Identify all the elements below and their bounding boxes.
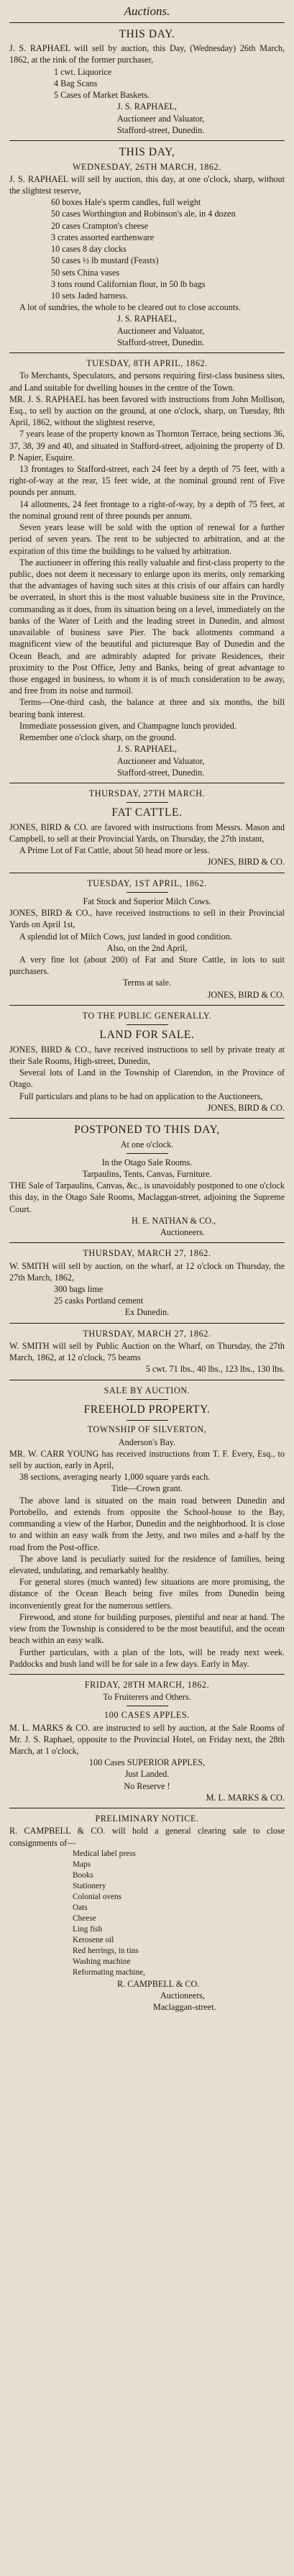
ad-text: A lot of sundries, the whole to be cleared out to close accounts.	[19, 302, 241, 313]
ad-subheading: TOWNSHIP OF SILVERTON,	[87, 1424, 207, 1435]
ad-intro: J. S. RAPHAEL will sell by auction, this Day, (Wednesday) 26th March, 1862, at the rink of the former purchaser,	[9, 43, 285, 65]
list-item: 50 sets China vases	[51, 267, 120, 278]
ad-text: For general stores (much wanted) few situations are more promising, the distance of the Ocean Beach being five miles from Dunedin being inconveniently great for the numerous settlers.	[9, 1577, 285, 1611]
ad-items	[54, 1283, 285, 1306]
lot-text: 14 allotments, 24 feet frontage to a right-of-way, by a depth of 75 feet, at the nominal ground rent of three pounds per annum.	[9, 499, 285, 521]
list-item: 1 cwt. Liquorice	[54, 66, 112, 77]
ad-text: Also, on the 2nd April,	[106, 942, 188, 953]
signature-name: J. S. RAPHAEL,	[117, 744, 177, 755]
ad-text: The auctioneer in offering this really valuable and first-class property to the public, does not deem it necessary to enlarge upon its merits, only remarking that the advantages of having such sites at this crisis of our affairs can hardly be overrated, in short this is the most valuable business site in the Province, commanding as it does, from its situation being on a level, immediately on the banks of the Water of Leith and the leading street in Dunedin, and almost unavailable of business save Pier. The back allotments command a magnificent view of the beautiful and picturesque Bay of Dunedin and the Ocean Beach, and are admirably adapted for private Residences, their proximity to the Post Office, Jetty and Banks, being of great advantage to those engaged in business, to whom it is of much consideration to be away, and free from its noise and turmoil.	[9, 557, 285, 696]
signature-name: JONES, BIRD & CO.	[207, 857, 285, 868]
lot-text: 13 frontages to Stafford-street, each 24 feet by a depth of 75 feet, with a right-of-way at the rear, 15 feet wide, at the nominal ground rent of Five pounds per annum.	[9, 464, 285, 498]
list-item: Oats	[73, 1903, 88, 1912]
signature-address: Maclaggan-street.	[153, 2002, 216, 2013]
ad-heading: FRIDAY, 28TH MARCH, 1862.	[84, 1679, 210, 1690]
list-item: Maps	[73, 1860, 91, 1869]
ad-smith-beams	[9, 1326, 285, 1378]
ad-body: W. SMITH will sell by Public Auction on the Wharf, on Thursday, the 27th March, 1862, at 12 o'clock, 75 beams	[9, 1340, 285, 1363]
ad-subheading: FREEHOLD PROPERTY.	[83, 1403, 211, 1416]
ad-jones-bird-fat-cattle	[9, 786, 285, 870]
ad-heading: THURSDAY, MARCH 27, 1862.	[83, 1248, 211, 1259]
list-item: Ling fish	[73, 1924, 103, 1934]
signature-name: M. L. MARKS & CO.	[206, 1792, 285, 1803]
ad-body: R. CAMPBELL & CO. will hold a general clearing sale to close consignments of—	[9, 1826, 285, 1848]
list-item: 300 bags lime	[54, 1284, 104, 1294]
divider	[9, 1323, 285, 1324]
ad-items	[54, 66, 285, 101]
ad-text: 5 cwt. 71 lbs., 40 lbs., 123 lbs., 130 lbs.	[145, 1364, 285, 1375]
terms-text: Terms at sale.	[122, 978, 172, 988]
ad-subheading: FAT CATTLE.	[111, 806, 183, 819]
list-item: Reformating machine,	[73, 1967, 146, 1977]
ad-text: Immediate possession given, and Champagne lunch provided.	[19, 720, 236, 731]
signature-name: R. CAMPBELL & CO.	[117, 1978, 200, 1989]
ad-subheading: Fat Stock and Superior Milch Cows.	[83, 896, 211, 906]
lot-text: Several lots of Land in the Township of Clarendon, in the Province of Otago.	[9, 1068, 285, 1090]
ad-text: Seven years lease will be sold with the option of renewal for a further period of seven years. The rent to be subjected to arbitration, and at the expiration of this time the buildings to be valued by arbitration.	[9, 522, 285, 556]
list-item: 20 cases Crampton's cheese	[51, 220, 149, 231]
ad-body: JONES, BIRD & CO., have received instructions to sell by private treaty at their Sale Rooms, High-street, Dunedin,	[9, 1044, 285, 1066]
ad-body: M. L. MARKS & CO. are instructed to sell by auction, at the Sale Rooms of Mr. J. S. Raphael, opposite to the Provincial Hotel, on Friday next, the 28th March, at 1 o'clock,	[9, 1722, 285, 1757]
ad-intro: J. S. RAPHAEL will sell by auction, this day, at one o'clock, sharp, without the slightest reserve,	[9, 173, 285, 196]
signature-address: Stafford-street, Dunedin.	[117, 124, 205, 135]
list-item: Kerosene oil	[73, 1935, 114, 1944]
list-item: 25 casks Portland cement	[54, 1296, 144, 1306]
divider	[9, 1005, 285, 1006]
ad-marks-apples	[9, 1677, 285, 1806]
signature-title: Auctioneer and Valuator,	[117, 755, 205, 766]
ad-heading: THURSDAY, MARCH 27, 1862.	[83, 1328, 211, 1339]
ad-body: MR. W. CARR YOUNG has received instructions from T. F. Every, Esq., to sell by auction, early in April,	[9, 1448, 285, 1471]
ad-body: JONES, BIRD & CO., have received instructions to sell in their Provincial Yards on April 1st,	[9, 908, 285, 930]
ad-text: Title—Crown grant.	[111, 1483, 183, 1494]
signature-address: Stafford-street, Dunedin.	[117, 767, 205, 778]
ad-campbell-clearing-sale	[9, 1811, 285, 2016]
ad-subheading: Tarpaulins, Tents, Canvas, Furniture.	[82, 1169, 212, 1180]
lot-text: 100 Cases SUPERIOR APPLES,	[88, 1757, 206, 1768]
list-item: Red herrings, in tins	[73, 1946, 139, 1955]
short-divider	[127, 892, 168, 893]
ad-raphael-liquorice	[9, 25, 285, 138]
ad-text: The above land is situated on the main road between Dunedin and Portobello, and extends from opposite the School-house to the Bay, commanding a view of the Harbor, Dunedin and the neighborhood. It is close to and within an easy walk from the Jetty, and two miles and a-half by the road from the Post-office.	[9, 1495, 285, 1552]
list-item: 10 sets Jaded harness.	[51, 290, 128, 301]
short-divider	[127, 1024, 168, 1025]
ad-carr-young-silverton	[9, 1383, 285, 1672]
list-item: Cheese	[73, 1913, 96, 1923]
ad-body: JONES, BIRD & CO. are favored with instructions from Messrs. Mason and Campbell, to sell at their Provincial Yards, on Thursday, the 27th instant,	[9, 822, 285, 844]
ad-subheading: At one o'clock.	[120, 1139, 174, 1150]
signature-title: Auctioneers,	[160, 1990, 205, 2001]
signature-name: J. S. RAPHAEL,	[117, 101, 177, 112]
ad-text: No Reserve !	[124, 1780, 170, 1791]
short-divider	[127, 1399, 168, 1400]
lot-text: 38 sections, averaging nearly 1,000 square yards each.	[19, 1472, 211, 1483]
ad-heading: TUESDAY, 1ST APRIL, 1862.	[87, 878, 207, 888]
ad-text: Full particulars and plans to be had on application to the Auctioneers,	[19, 1091, 263, 1101]
list-item: 50 cases ½ lb mustard (Feasts)	[51, 255, 159, 266]
ad-text: Just Landed.	[124, 1769, 170, 1780]
ad-subheading: In the Otago Sale Rooms.	[101, 1157, 193, 1168]
ad-text: Remember one o'clock sharp, on the ground.	[19, 732, 177, 743]
ad-raphael-candles	[9, 143, 285, 350]
list-item: 5 Cases of Market Baskets.	[54, 90, 150, 101]
signature-name: JONES, BIRD & CO.	[207, 1102, 285, 1113]
ad-heading: SALE BY AUCTION.	[104, 1385, 190, 1396]
list-item: Stationery	[73, 1881, 106, 1890]
ad-text: The above land is peculiarly suited for the residence of families, being elevated, undulating, and remarkably healthy.	[9, 1553, 285, 1575]
divider	[9, 352, 285, 353]
short-divider	[127, 1420, 168, 1421]
ad-heading: THIS DAY.	[119, 27, 175, 40]
ad-smith-lime	[9, 1245, 285, 1320]
ad-nathan-tarpaulins	[9, 1121, 285, 1240]
lot-text: 7 years lease of the property known as Thornton Terrace, being sections 36, 37, 38, 39 and 40, and situated in Stafford-street, adjoining the property of D. P. Napier, Esquire.	[9, 429, 285, 463]
ad-jones-bird-land	[9, 1008, 285, 1116]
list-item: 3 crates assorted earthenware	[51, 232, 155, 242]
list-item: 10 cases 8 day clocks	[51, 244, 127, 255]
list-item: Colonial ovens	[73, 1892, 122, 1901]
list-item: 3 tons round Californian flour, in 50 lb bags	[51, 278, 206, 289]
divider	[9, 1242, 285, 1243]
signature-name: J. S. RAPHAEL,	[117, 314, 177, 324]
ad-body: THE Sale of Tarpaulins, Canvas, &c., is unavoidably postponed to one o'clock this day, in the Otago Sale Rooms, Maclaggan-street, adjoining the Supreme Court.	[9, 1180, 285, 1214]
list-item: Books	[73, 1870, 93, 1880]
list-item: Medical label press	[73, 1849, 136, 1858]
ad-body: MR. J. S. RAPHAEL has been favored with instructions from John Mollison, Esq., to sell by auction on the ground, at one o'clock, sharp, on Tuesday, 8th April, 1862, without the slightest reserve,	[9, 393, 285, 428]
ad-items	[51, 196, 285, 301]
lot-text: A Prime Lot of Fat Cattle, about 50 head more or less.	[19, 845, 210, 856]
divider	[9, 1674, 285, 1675]
ad-subheading: 100 CASES APPLES.	[104, 1710, 190, 1721]
ad-heading: THURSDAY, 27TH MARCH.	[88, 788, 206, 798]
ad-heading: POSTPONED TO THIS DAY,	[74, 1123, 220, 1136]
divider	[9, 140, 285, 141]
signature-title: Auctioneer and Valuator,	[117, 325, 205, 336]
terms-text: Terms—One-third cash, the balance at three and six months, the bill bearing bank interest.	[9, 697, 285, 719]
ad-items	[73, 1849, 285, 1978]
ad-raphael-thornton-terrace	[9, 355, 285, 780]
lot-text: A splendid lot of Milch Cows, just landed in good condition.	[19, 931, 232, 942]
ad-heading: THIS DAY,	[119, 145, 175, 158]
list-item: 50 cases Worthington and Robinson's ale, in 4 dozen	[51, 209, 236, 219]
ad-subheading: To Fruiterers and Others.	[103, 1692, 191, 1703]
signature-address: Stafford-street, Dunedin.	[117, 337, 205, 347]
ad-text: Firewood, and stone for building purposes, plentiful and near at hand. The view from the Township is considered to be the most beautiful, and the ocean beach within an easy walk.	[9, 1611, 285, 1646]
signature-title: Auctioneers.	[160, 1227, 205, 1238]
ad-intro: To Merchants, Speculators, and persons requiring first-class business sites, and Land suitable for dwelling houses in the centre of the Town.	[9, 370, 285, 393]
signature-title: Auctioneer and Valuator,	[117, 113, 205, 124]
ad-jones-bird-milch-cows	[9, 875, 285, 1003]
signature-name: H. E. NATHAN & CO.,	[132, 1215, 216, 1226]
ad-heading: TO THE PUBLIC GENERALLY.	[82, 1010, 212, 1021]
ad-subheading: LAND FOR SALE.	[99, 1029, 195, 1042]
ad-heading: PRELIMINARY NOTICE.	[95, 1813, 199, 1824]
section-masthead: Auctions.	[9, 2, 285, 23]
lot-text: A very fine lot (about 200) of Fat and Store Cattle, in lots to suit purchasers.	[9, 954, 285, 977]
ad-text: Further particulars, with a plan of the lots, will be ready next week. Paddocks and bush land will be for sale in a few days. Early in May.	[9, 1647, 285, 1669]
divider	[9, 1118, 285, 1119]
short-divider	[127, 802, 168, 803]
ad-body: W. SMITH will sell by auction, on the wharf, at 12 o'clock on Thursday, the 27th March, 1862,	[9, 1260, 285, 1283]
short-divider	[127, 1153, 168, 1154]
list-item: 60 boxes Hale's sperm candles, full weight	[51, 197, 201, 208]
ad-heading: TUESDAY, 8TH APRIL, 1862.	[86, 358, 208, 369]
signature-name: JONES, BIRD & CO.	[207, 989, 285, 1000]
ad-subheading: WEDNESDAY, 26TH MARCH, 1862.	[72, 161, 222, 172]
ad-subheading: Anderson's Bay.	[118, 1437, 176, 1447]
list-item: 4 Bag Scans	[54, 78, 98, 88]
ad-text: Ex Dunedin.	[124, 1307, 170, 1318]
list-item: Washing machine	[73, 1957, 131, 1966]
